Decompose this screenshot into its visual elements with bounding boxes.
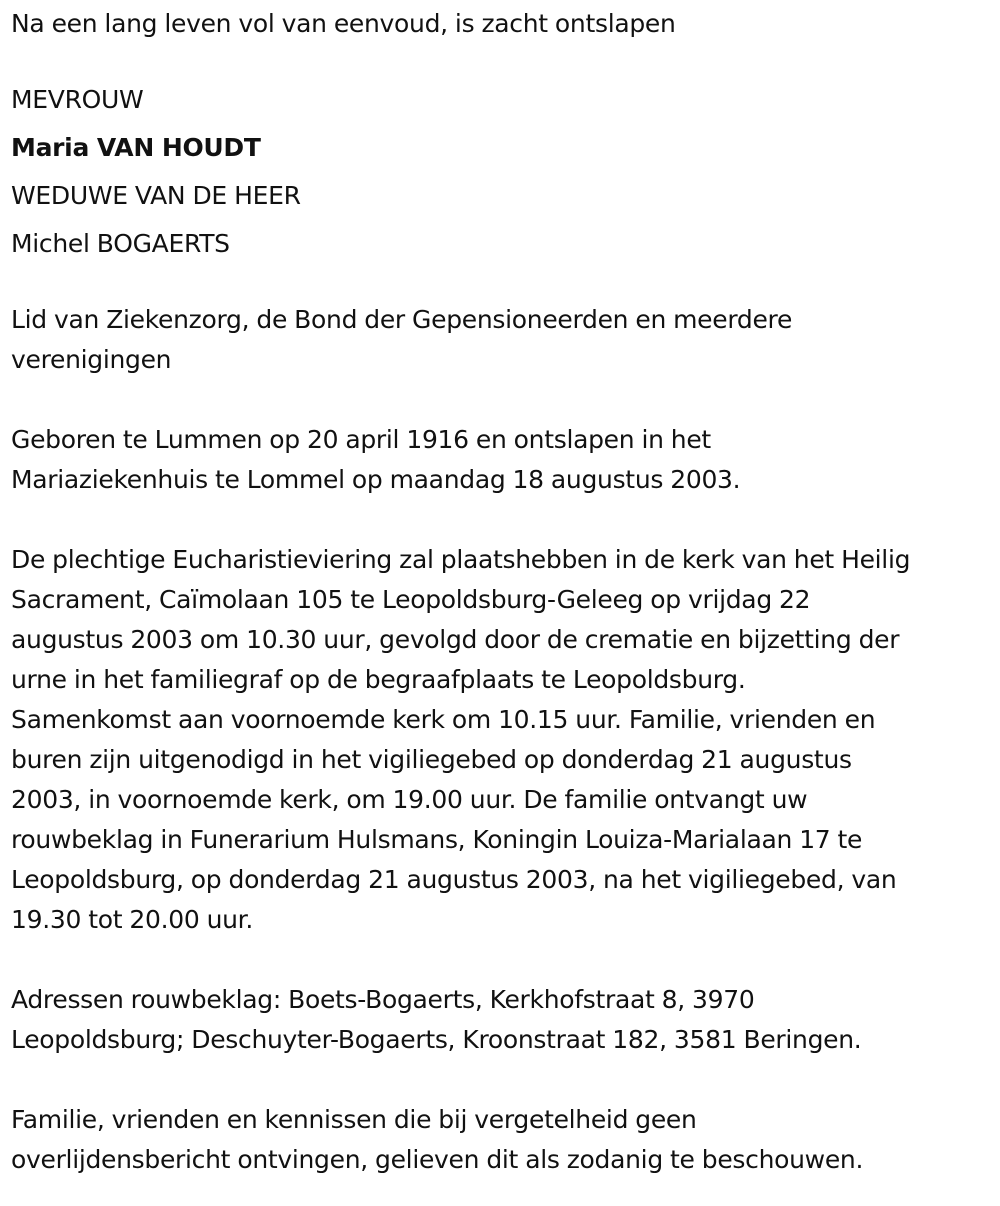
spouse-name: Michel BOGAERTS	[11, 229, 230, 258]
paragraph-line: Adressen rouwbeklag: Boets-Bogaerts, Kerkhofstraat 8, 3970	[11, 985, 755, 1014]
honorific: MEVROUW	[11, 85, 144, 114]
paragraph-line: rouwbeklag in Funerarium Hulsmans, Koningin Louiza-Marialaan 17 te	[11, 825, 863, 854]
paragraph-line: verenigingen	[11, 345, 172, 374]
paragraph-line: Geboren te Lummen op 20 april 1916 en ontslapen in het	[11, 425, 711, 454]
paragraph-line: Familie, vrienden en kennissen die bij vergetelheid geen	[11, 1105, 697, 1134]
paragraph-line: Samenkomst aan voornoemde kerk om 10.15 uur. Familie, vrienden en	[11, 705, 876, 734]
paragraph-line: Leopoldsburg, op donderdag 21 augustus 2003, na het vigiliegebed, van	[11, 865, 897, 894]
spacer	[11, 44, 1000, 76]
paragraph-line: buren zijn uitgenodigd in het vigiliegebed op donderdag 21 augustus	[11, 745, 852, 774]
intro-line: Na een lang leven vol van eenvoud, is zacht ontslapen	[11, 9, 676, 38]
paragraph-line: augustus 2003 om 10.30 uur, gevolgd door de crematie en bijzetting der	[11, 625, 900, 654]
paragraph-line: urne in het familiegraf op de begraafplaats te Leopoldsburg.	[11, 665, 746, 694]
paragraph-line: Leopoldsburg; Deschuyter-Bogaerts, Kroonstraat 182, 3581 Beringen.	[11, 1025, 862, 1054]
birth-death-paragraph	[11, 420, 1000, 500]
paragraph-line: Lid van Ziekenzorg, de Bond der Gepensioneerden en meerdere	[11, 305, 793, 334]
relation-line: WEDUWE VAN DE HEER	[11, 181, 301, 210]
closing-paragraph	[11, 1100, 1000, 1180]
paragraph-line: Mariaziekenhuis te Lommel op maandag 18 augustus 2003.	[11, 465, 741, 494]
paragraph-line: De plechtige Eucharistieviering zal plaatshebben in de kerk van het Heilig	[11, 545, 911, 574]
paragraph-line: 19.30 tot 20.00 uur.	[11, 905, 253, 934]
addresses-paragraph	[11, 980, 1000, 1060]
spacer	[11, 500, 1000, 540]
spacer	[11, 380, 1000, 420]
paragraph-line: overlijdensbericht ontvingen, gelieven dit als zodanig te beschouwen.	[11, 1145, 864, 1174]
spacer	[11, 1060, 1000, 1100]
spacer	[11, 268, 1000, 300]
ceremony-paragraph	[11, 540, 1000, 940]
spacer	[11, 940, 1000, 980]
name-block	[11, 76, 1000, 268]
paragraph-line: 2003, in voornoemde kerk, om 19.00 uur. De familie ontvangt uw	[11, 785, 808, 814]
membership-paragraph	[11, 300, 1000, 380]
paragraph-line: Sacrament, Caïmolaan 105 te Leopoldsburg-Geleeg op vrijdag 22	[11, 585, 811, 614]
deceased-name: Maria VAN HOUDT	[11, 133, 261, 162]
